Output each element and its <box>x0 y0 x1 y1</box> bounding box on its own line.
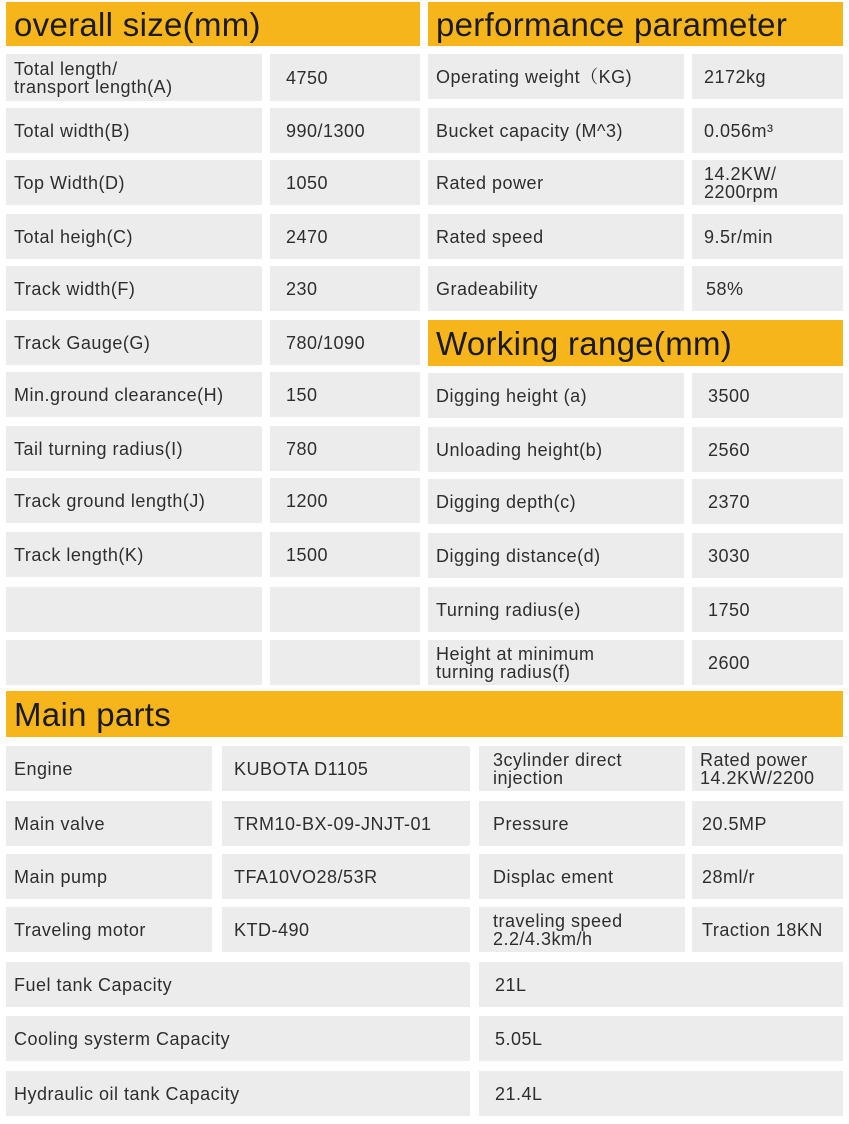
performance-value-0: 2172kg <box>692 54 843 99</box>
overall-size-label-6: Min.ground clearance(H) <box>6 372 262 417</box>
overall-size-value-5: 780/1090 <box>270 320 420 365</box>
working-range-label-5: Height at minimum turning radius(f) <box>428 640 684 685</box>
main-parts-capacity-value-0: 21L <box>479 962 843 1007</box>
main-parts-label-1: Main valve <box>6 801 212 846</box>
performance-value-3: 9.5r/min <box>692 214 843 259</box>
main-parts-header: Main parts <box>6 691 843 737</box>
overall-size-label-8: Track ground length(J) <box>6 478 262 523</box>
performance-label-4: Gradeability <box>428 266 684 311</box>
working-range-value-5: 2600 <box>692 640 843 685</box>
main-parts-param-2: Displac ement <box>479 854 685 899</box>
working-range-value-0: 3500 <box>692 373 843 418</box>
working-range-label-1: Unloading height(b) <box>428 427 684 472</box>
main-parts-capacity-label-0: Fuel tank Capacity <box>6 962 470 1007</box>
overall-size-value-0: 4750 <box>270 54 420 101</box>
overall-size-label-4: Track width(F) <box>6 266 262 311</box>
overall-size-label-2: Top Width(D) <box>6 160 262 205</box>
main-parts-pvalue-0: Rated power 14.2KW/2200 <box>692 746 843 791</box>
main-parts-param-3: traveling speed 2.2/4.3km/h <box>479 907 685 952</box>
overall-size-value-2: 1050 <box>270 160 420 205</box>
performance-label-2: Rated power <box>428 160 684 205</box>
main-parts-label-0: Engine <box>6 746 212 791</box>
main-parts-model-0: KUBOTA D1105 <box>222 746 470 791</box>
performance-header: performance parameter <box>428 2 843 46</box>
overall-size-label-11 <box>6 640 262 685</box>
overall-size-value-9: 1500 <box>270 532 420 577</box>
working-range-value-1: 2560 <box>692 427 843 472</box>
overall-size-value-7: 780 <box>270 426 420 471</box>
performance-label-3: Rated speed <box>428 214 684 259</box>
working-range-value-2: 2370 <box>692 479 843 524</box>
overall-size-value-6: 150 <box>270 372 420 417</box>
main-parts-param-0: 3cylinder direct injection <box>479 746 685 791</box>
overall-size-label-0: Total length/ transport length(A) <box>6 54 262 101</box>
overall-size-label-5: Track Gauge(G) <box>6 320 262 365</box>
overall-size-value-8: 1200 <box>270 478 420 523</box>
overall-size-value-1: 990/1300 <box>270 108 420 153</box>
main-parts-capacity-label-1: Cooling systerm Capacity <box>6 1016 470 1061</box>
main-parts-capacity-value-2: 21.4L <box>479 1071 843 1116</box>
performance-value-2: 14.2KW/ 2200rpm <box>692 160 843 205</box>
working-range-value-4: 1750 <box>692 587 843 632</box>
main-parts-label-2: Main pump <box>6 854 212 899</box>
performance-value-4: 58% <box>692 266 843 311</box>
main-parts-model-1: TRM10-BX-09-JNJT-01 <box>222 801 470 846</box>
working-range-label-4: Turning radius(e) <box>428 587 684 632</box>
overall-size-value-4: 230 <box>270 266 420 311</box>
overall-size-value-11 <box>270 640 420 685</box>
overall-size-label-9: Track length(K) <box>6 532 262 577</box>
main-parts-capacity-value-1: 5.05L <box>479 1016 843 1061</box>
overall-size-value-3: 2470 <box>270 214 420 259</box>
working-range-value-3: 3030 <box>692 533 843 578</box>
overall-size-value-10 <box>270 587 420 632</box>
overall-size-label-10 <box>6 587 262 632</box>
performance-label-0: Operating weight（KG) <box>428 54 684 99</box>
performance-value-1: 0.056m³ <box>692 108 843 153</box>
working-range-header: Working range(mm) <box>428 320 843 366</box>
main-parts-param-1: Pressure <box>479 801 685 846</box>
working-range-label-3: Digging distance(d) <box>428 533 684 578</box>
main-parts-capacity-label-2: Hydraulic oil tank Capacity <box>6 1071 470 1116</box>
performance-label-1: Bucket capacity (M^3) <box>428 108 684 153</box>
overall-size-header: overall size(mm) <box>6 2 420 46</box>
main-parts-pvalue-3: Traction 18KN <box>692 907 843 952</box>
overall-size-label-7: Tail turning radius(I) <box>6 426 262 471</box>
main-parts-pvalue-1: 20.5MP <box>692 801 843 846</box>
overall-size-label-3: Total heigh(C) <box>6 214 262 259</box>
working-range-label-2: Digging depth(c) <box>428 479 684 524</box>
overall-size-label-1: Total width(B) <box>6 108 262 153</box>
main-parts-pvalue-2: 28ml/r <box>692 854 843 899</box>
main-parts-label-3: Traveling motor <box>6 907 212 952</box>
main-parts-model-3: KTD-490 <box>222 907 470 952</box>
working-range-label-0: Digging height (a) <box>428 373 684 418</box>
main-parts-model-2: TFA10VO28/53R <box>222 854 470 899</box>
